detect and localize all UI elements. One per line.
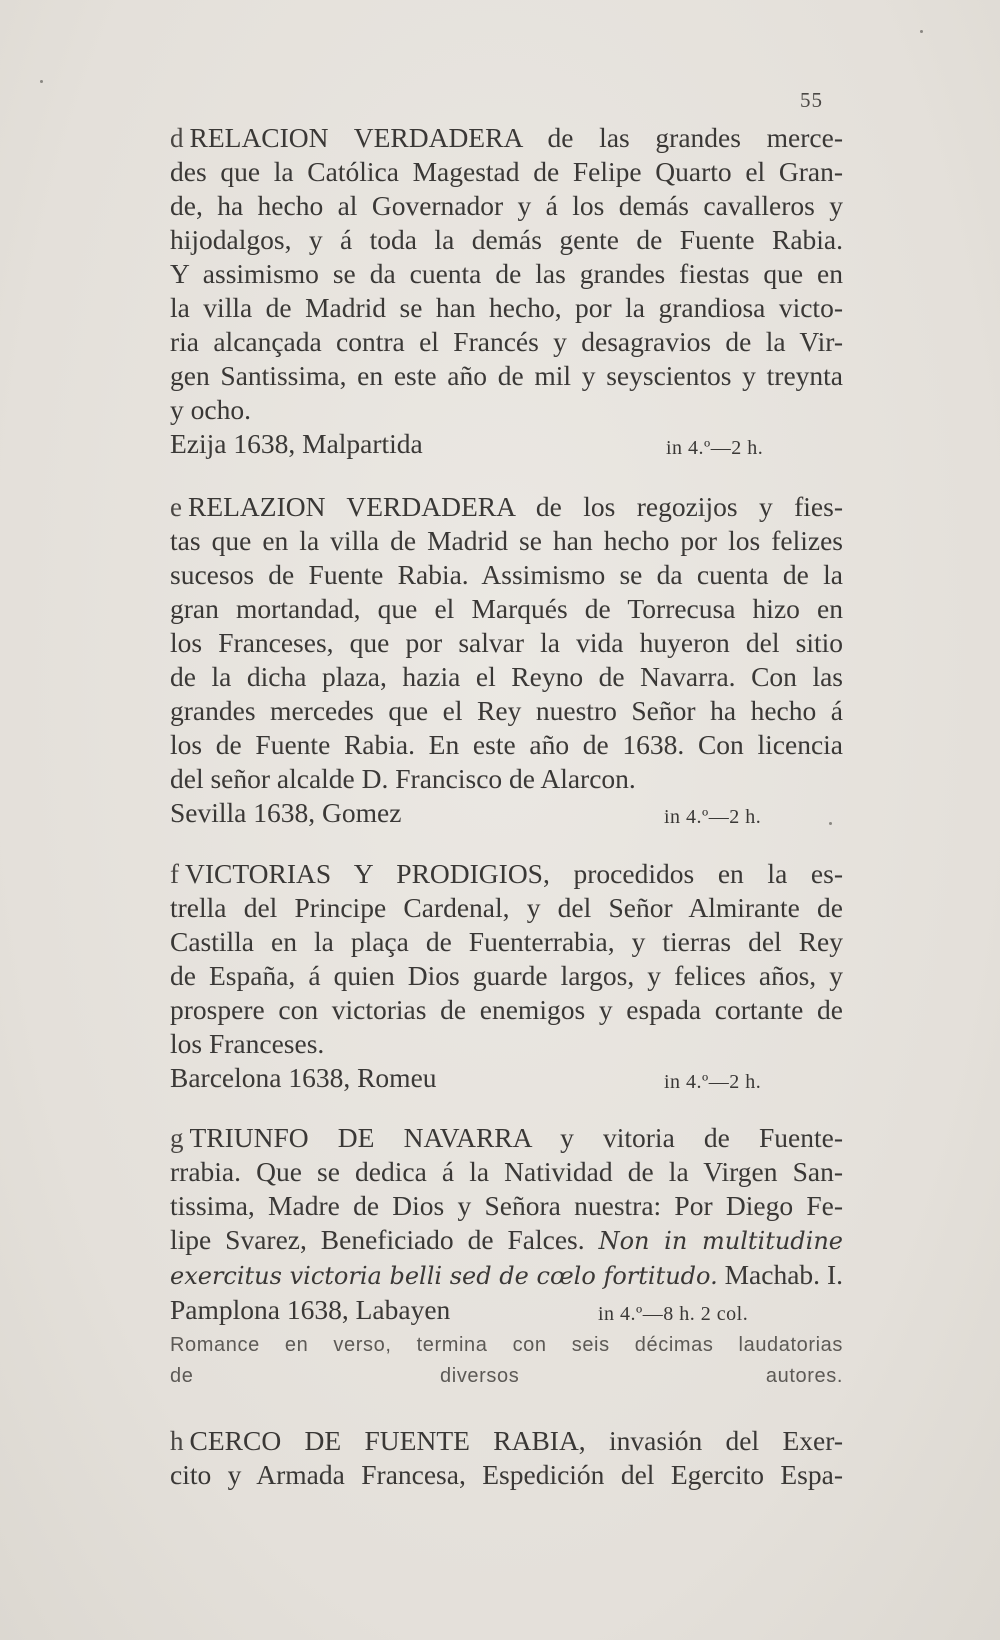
imprint (170, 427, 843, 461)
imprint-place: Sevilla 1638, Gomez (170, 797, 402, 828)
entry-line: prospere con victorias de enemigos y espada cortante de (170, 994, 843, 1025)
entry-letter: h (170, 1426, 184, 1456)
entry-line: lipe Svarez, Beneficiado de Falces. Non in multitudine (170, 1224, 843, 1255)
entry-letter: f (170, 859, 179, 889)
entry-line: Castilla en la plaça de Fuenterrabia, y tierras del Rey (170, 926, 843, 957)
entry-e (170, 490, 843, 830)
entry-g (170, 1121, 843, 1392)
entry-line: hijodalgos, y á toda la demás gente de Fuente Rabia. (170, 224, 843, 255)
entry-line: ria alcançada contra el Francés y desagravios de la Vir- (170, 326, 843, 357)
entry-d (170, 121, 843, 461)
entry-letter: e (170, 492, 182, 522)
entry-line: sucesos de Fuente Rabia. Assimismo se da cuenta de la (170, 559, 843, 590)
entry-line: gran mortandad, que el Marqués de Torrecusa hizo en (170, 593, 843, 624)
entry-line: la villa de Madrid se han hecho, por la grandiosa victo- (170, 292, 843, 323)
imprint-format: in 4.º—8 h. 2 col. (598, 1303, 749, 1325)
entry-line: exercitus victoria belli sed de cœlo fortitudo. Machab. I. (170, 1259, 843, 1290)
entry-line: tas que en la villa de Madrid se han hecho por los felizes (170, 525, 843, 556)
latin-quote: exercitus victoria belli sed de cœlo fortitudo. (170, 1262, 718, 1290)
latin-quote: Non in multitudine (598, 1227, 843, 1255)
paper-speck (40, 80, 43, 83)
imprint-place: Barcelona 1638, Romeu (170, 1062, 437, 1093)
entry-line: Y assimismo se da cuenta de las grandes fiestas que en (170, 258, 843, 289)
page-number: 55 (800, 88, 823, 112)
imprint (170, 1061, 843, 1095)
note-line: de diversos autores. (170, 1365, 843, 1387)
imprint-format: in 4.º—2 h. (666, 437, 764, 459)
entry-line: rrabia. Que se dedica á la Natividad de la Virgen San- (170, 1156, 843, 1187)
entry-note (170, 1330, 843, 1392)
entry-f (170, 857, 843, 1095)
entry-line: cito y Armada Francesa, Espedición del Egercito Espa- (170, 1459, 843, 1490)
entry-line: del señor alcalde D. Francisco de Alarcon. (170, 763, 636, 794)
entry-line: f VICTORIAS Y PRODIGIOS, procedidos en la es- (170, 858, 843, 889)
entry-line: los de Fuente Rabia. En este año de 1638. Con licencia (170, 729, 843, 760)
entry-letter: g (170, 1123, 184, 1153)
imprint (170, 796, 843, 830)
paper-speck (920, 30, 923, 33)
entry-line: de España, á quien Dios guarde largos, y felices años, y (170, 960, 843, 991)
entry-line: los Franceses. (170, 1028, 325, 1059)
entry-line: g TRIUNFO DE NAVARRA y vitoria de Fuente- (170, 1122, 843, 1153)
imprint-place: Ezija 1638, Malpartida (170, 428, 423, 459)
entry-line: de, ha hecho al Governador y á los demás cavalleros y (170, 190, 843, 221)
entry-line: des que la Católica Magestad de Felipe Quarto el Gran- (170, 156, 843, 187)
entry-line: d RELACION VERDADERA de las grandes merce- (170, 122, 843, 153)
entry-letter: d (170, 123, 184, 153)
imprint-place: Pamplona 1638, Labayen (170, 1294, 451, 1325)
entry-line: h CERCO DE FUENTE RABIA, invasión del Exer- (170, 1425, 843, 1456)
entry-line: trella del Principe Cardenal, y del Señor Almirante de (170, 892, 843, 923)
entry-h (170, 1424, 843, 1492)
imprint-format: in 4.º—2 h. (664, 1071, 762, 1093)
entry-line: y ocho. (170, 394, 251, 425)
entry-line: e RELAZION VERDADERA de los regozijos y fies- (170, 491, 843, 522)
note-line: Romance en verso, termina con seis décimas laudatorias (170, 1334, 843, 1356)
entry-line: los Franceses, que por salvar la vida huyeron del sitio (170, 627, 843, 658)
paper-speck (829, 822, 832, 825)
entry-line: tissima, Madre de Dios y Señora nuestra: Por Diego Fe- (170, 1190, 843, 1221)
imprint-format: in 4.º—2 h. (664, 806, 762, 828)
entry-line: gen Santissima, en este año de mil y seyscientos y treynta (170, 360, 843, 391)
imprint (170, 1293, 843, 1327)
entry-line: grandes mercedes que el Rey nuestro Señor ha hecho á (170, 695, 843, 726)
entry-line: de la dicha plaza, hazia el Reyno de Navarra. Con las (170, 661, 843, 692)
